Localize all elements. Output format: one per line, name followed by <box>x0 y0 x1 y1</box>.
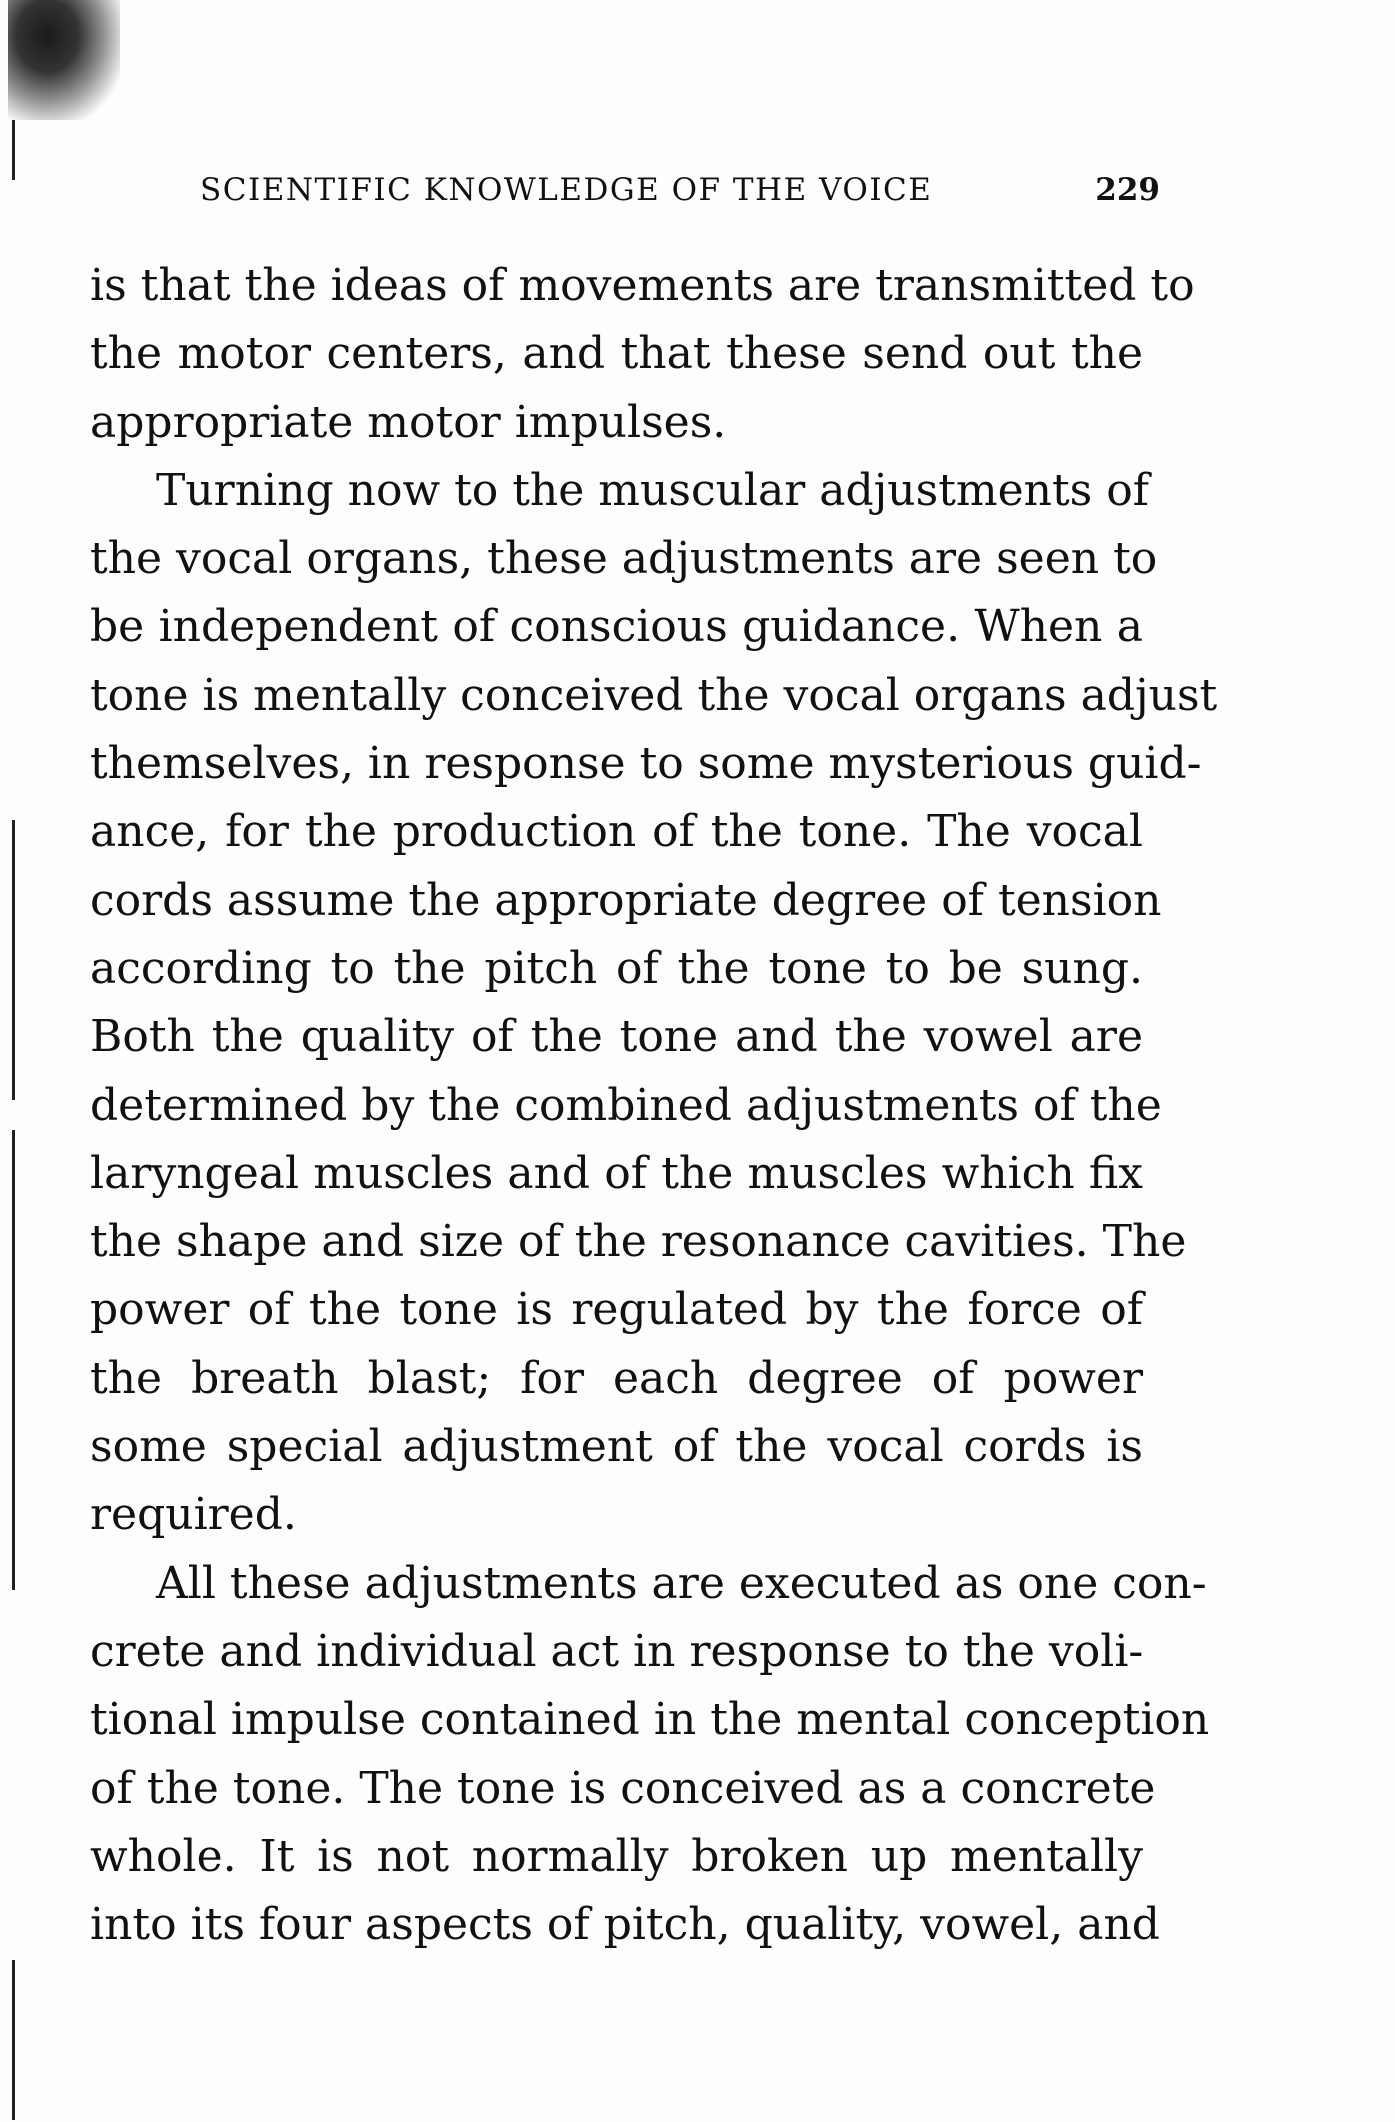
text-line: some special adjustment of the vocal cords is <box>90 1421 1143 1473</box>
text-line: determined by the combined adjustments of the <box>90 1079 1162 1131</box>
text-line: the vocal organs, these adjustments are seen to <box>90 533 1158 585</box>
text-line: appropriate motor impulses. <box>90 396 727 448</box>
text-line: themselves, in response to some mysterious guid- <box>90 738 1202 790</box>
text-line: into its four aspects of pitch, quality, vowel, and <box>90 1899 1160 1951</box>
binding-edge-line <box>12 1130 15 1590</box>
text-line: tone is mentally conceived the vocal organs adjust <box>90 669 1218 721</box>
text-line: cords assume the appropriate degree of tension <box>90 874 1162 926</box>
binding-edge-line <box>12 1960 15 2120</box>
page-header <box>200 172 1160 222</box>
text-line: laryngeal muscles and of the muscles which fix <box>90 1147 1143 1199</box>
text-line: be independent of conscious guidance. When a <box>90 601 1143 653</box>
text-line: ance, for the production of the tone. The vocal <box>90 806 1143 858</box>
page-number: 229 <box>1095 172 1160 208</box>
text-line: power of the tone is regulated by the force of <box>90 1284 1143 1336</box>
binding-edge-line <box>12 120 15 180</box>
scan-corner-shadow <box>8 0 120 120</box>
text-line: the motor centers, and that these send out the <box>90 328 1143 380</box>
text-line: Turning now to the muscular adjustments of <box>156 464 1150 516</box>
text-line: is that the ideas of movements are transmitted to <box>90 260 1195 311</box>
body-text <box>90 252 1218 1959</box>
text-line: crete and individual act in response to the voli- <box>90 1625 1144 1677</box>
text-line: whole. It is not normally broken up mentally <box>90 1830 1143 1882</box>
binding-edge-line <box>12 820 15 1100</box>
text-line: Both the quality of the tone and the vowel are <box>90 1011 1143 1063</box>
text-line: All these adjustments are executed as one con- <box>156 1557 1207 1609</box>
text-line: tional impulse contained in the mental conception <box>90 1694 1210 1746</box>
running-head: SCIENTIFIC KNOWLEDGE OF THE VOICE <box>200 172 933 208</box>
text-line: of the tone. The tone is conceived as a concrete <box>90 1762 1156 1814</box>
text-line: the breath blast; for each degree of power <box>90 1352 1143 1404</box>
text-line: the shape and size of the resonance cavities. The <box>90 1216 1187 1268</box>
text-line: according to the pitch of the tone to be sung. <box>90 942 1143 994</box>
text-line: required. <box>90 1489 297 1541</box>
